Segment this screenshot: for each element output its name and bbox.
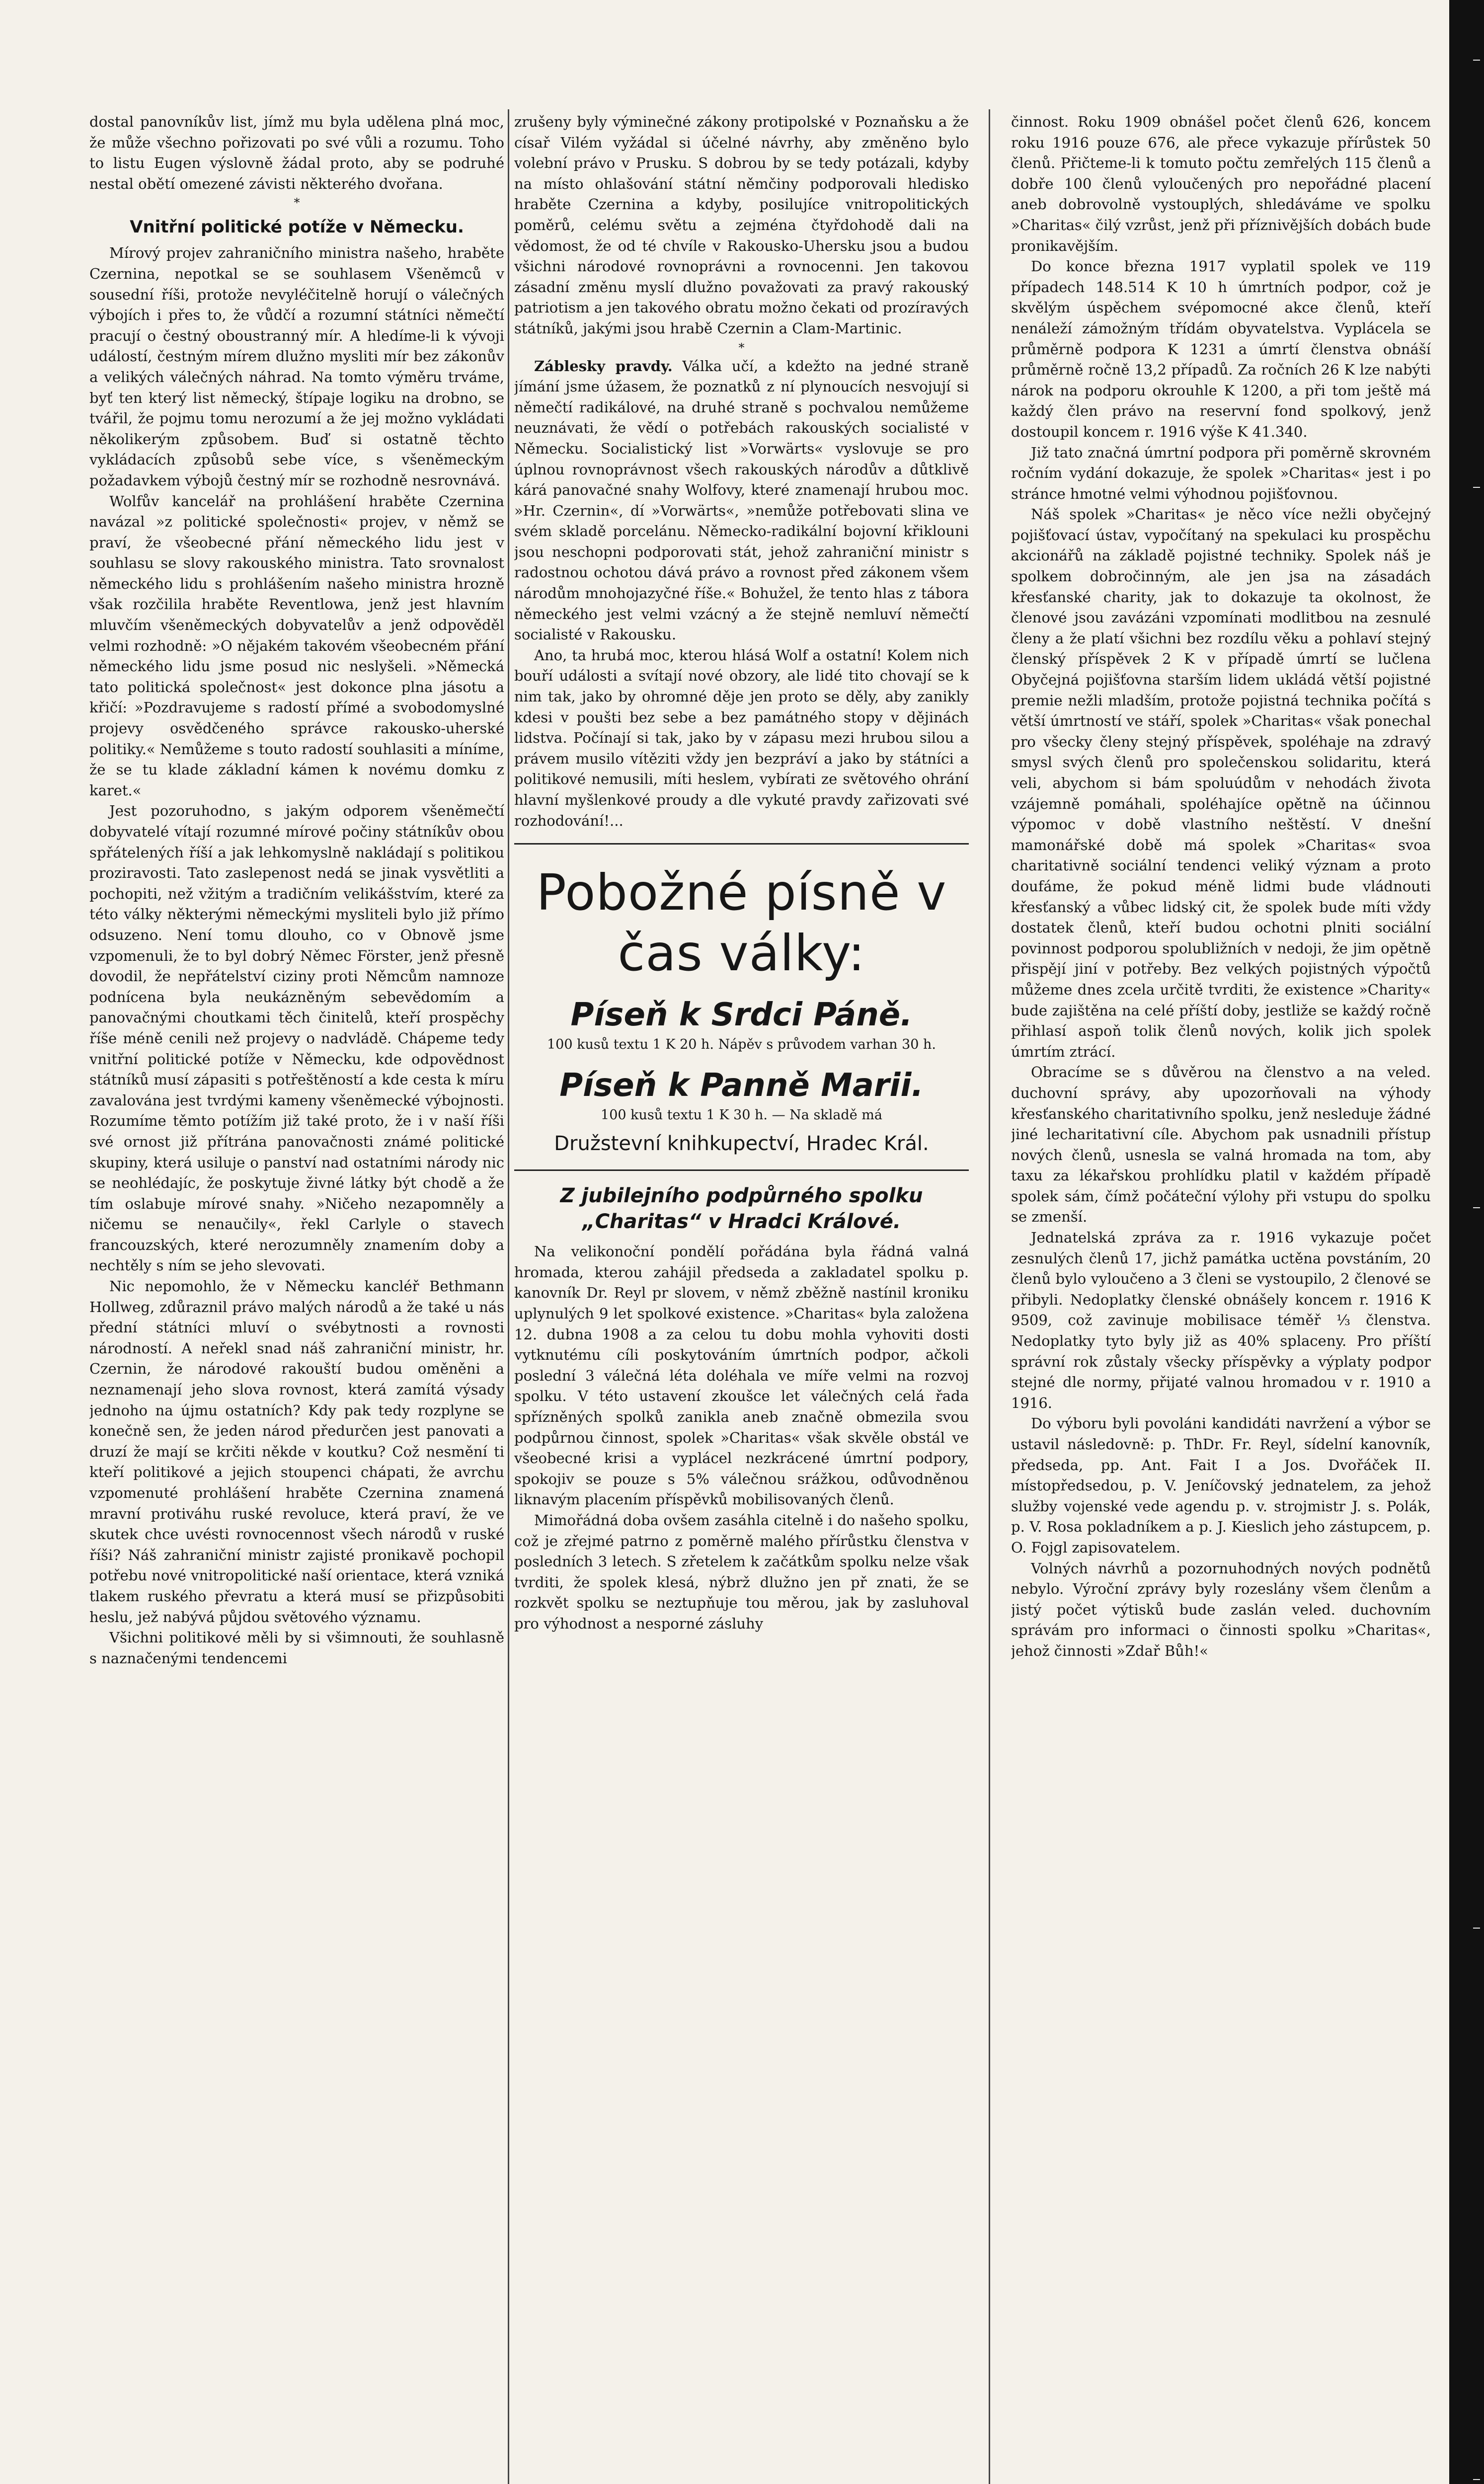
paragraph: Mírový projev zahraničního ministra našeho, hraběte Czernina, nepotkal se se souhlasem Všeněmců v sousední říši, protože nevyléčitelně horují o válečných výbojích i přes to, že vůdčí a rozumní státníci němečtí pracují o čestný oboustranný mír. A hledíme-li k vývoji událostí, čestným mírem dlužno mysliti mír bez zákonův a velikých válečných náhrad. Na tomto výměru trváme, byť ten který list německý, štípaje logiku na drobno, se tvářil, že pojmu tomu nerozumí a že jej možno vykládati několikerým způsobem. Buď si ostatně těchto vykládacích způsobů sebe více, s všeněmeckým požadavkem výbojů čestný mír se rozhodně nesrovnává. bbox=[89, 244, 504, 489]
scan-mark bbox=[1473, 2479, 1480, 2480]
column-right bbox=[1011, 112, 1431, 2484]
section-separator: * bbox=[294, 196, 300, 210]
ad-price-note: 100 kusů textu 1 K 20 h. Nápěv s průvodem varhan 30 h. bbox=[547, 1037, 936, 1053]
paragraph: Do konce března 1917 vyplatil spolek ve 119 případech 148.514 K 10 h úmrtních podpor, což je skvělým úspěchem svépomocné akce členů, kteří nenáleží zámožným třídám obyvatelstva. Vyplácela se průměrně podpora K 1231 a úmrtí členstva obnáší průměrně ročně 13,2 případů. Za ročních 26 K lze nabýti nárok na podporu okrouhle K 1200, a při tom ještě má každý člen právo na reservní fond spolkový, jenž dostoupil koncem r. 1916 výše K 41.340. bbox=[1011, 258, 1431, 440]
article-heading: Vnitřní politické potíže v Německu. bbox=[130, 217, 464, 237]
paragraph: Všichni politikové měli by si všimnouti, že souhlasně s naznačenými tendencemi bbox=[89, 1629, 504, 1667]
scan-border bbox=[1449, 0, 1484, 2484]
paragraph: Ano, ta hrubá moc, kterou hlásá Wolf a ostatní! Kolem nich bouří události a svítají nové obzory, ale lidé tito chovají se k nim tak, jako by ohromné děje jen proto se děly, aby zanikly kdesi v poušti bez sebe a bez památného stopy v dějinách lidstva. Počínají si tak, jako by v zápasu mezi hrubou silou a právem musilo vítěziti vždy jen bezpráví a jako by státníci a politikové nemusili, míti heslem, vybírati ze světového ohrání hlavní myšlenkové proudy a dle vykuté pravdy zařizovati své rozhodování!... bbox=[514, 646, 969, 829]
ad-publisher: Družstevní knihkupectví, Hradec Král. bbox=[554, 1132, 929, 1156]
paragraph: Na velikonoční pondělí pořádána byla řádná valná hromada, kterou zahájil předseda a zakladatel spolku p. kanovník Dr. Reyl pr slovem, v němž zběžně nastínil kroniku uplynulých 9 let spolkové existence. »Charitas« byla založena 12. dubna 1908 a za celou tu dobu mohla vyhoviti dosti vytknutému cíli poskytováním úmrtních podpor, ačkoli poslední 3 válečná léta doléhala ve míře velmi na rozvoj spolku. V této ustavení zkoušce let válečných celá řada spřízněných spolků zanikla aneb značně obmezila svou podpůrnou činnost, spolek »Charitas« však skvěle obstál ve všeobecné krisi a vyplácel nezkrácené úmrtní podpory, spokojiv se pouze s 5% válečnou srážkou, odůvodněnou liknavým placením příspěvků mobilisovaných členů. bbox=[514, 1243, 969, 1508]
column-rule-left bbox=[508, 109, 509, 2484]
paragraph-continued: zrušeny byly výminečné zákony protipolské v Poznaňsku a že císař Vilém vyžádal si účelné návrhy, aby změněno bylo volební právo v Prusku. S dobrou by se tedy potázali, kdyby na místo ohlašování státní němčiny podporovali hledisko hraběte Czernina a kdyby, posilujíce vnitropolitických poměrů, celému světu a zejména čtyřdohodě dali na vědomost, že od té chvíle v Rakousko-Uhersku jsou a budou všichni národové rovnoprávni a rovnocenni. Jen takovou zásadní změnu myslí dlužno považovati za pravý rakouský patriotism a jen takového obratu možno čekati od prozíravých státníků, jakými jsou hrabě Czernin a Clam-Martinic. bbox=[514, 113, 969, 337]
paragraph: Wolfův kancelář na prohlášení hraběte Czernina navázal »z politické společnosti« projev, v němž se praví, že všeobecné přání německého lidu jest v souhlasu se slovy rakouského ministra. Tato srovnalost německého lidu s prohlášením našeho ministra hrozně však rozčilila hraběte Reventlowa, jenž jest hlavním mluvčím všeněmeckých dobyvatelův a jenž odpověděl velmi rozhodně: »O nějakém takovém všeobecném přání německého lidu jsme posud nic neslyšeli. »Německá tato politická společnost« jest dokonce plna jásotu a křičí: »Pozdravujeme s radostí přímé a svobodomyslné projevy osvědčeného správce rakousko-uherské politiky.« Nemůžeme s touto radostí souhlasiti a míníme, že se tu klade základní kámen k novému domku z karet.« bbox=[89, 492, 504, 799]
paragraph: Jest pozoruhodno, s jakým odporem všeněmečtí dobyvatelé vítají rozumné mírové počiny státníkův obou spřátelených říší a jak lehkomyslně nakládají s politikou proziravosti. Tato zaslepenost nedá se jinak vysvětliti a pochopiti, než vžitým a tradičním velikášstvím, které za této války některými německými mysliteli bylo již přímo odsuzeno. Není tomu dlouho, co v Obnově jsme vzpomenuli, že to byl dobrý Němec Förster, jenž přesně dovodil, že nepřátelství ciziny proti Němcům namnoze podnícena byla neukázněným sebevědomím a panovačnými choutkami těch činitelů, kteří prospěchy říše méně cenili než projevy o nadvládě. Chápeme tedy vnitřní politické potíže v Německu, kde odpovědnost státníků musí zápasiti s potřeštěností a kde cesta k míru zavalována jest tvrdými kameny všeněmecké výbojnosti. Rozumíme těmto potížím již také proto, že i v naší říši své ornost již přítrána panovačnosti známé politické skupiny, která usiluje o panství nad ostatními národy nic se neohlédajíc, že poskytuje živné látky být chodě a že tím oslabuje mírové snahy. »Ničeho nezapomněly a ničemu se nenaučily«, řekl Carlyle o stavech francouzských, které nerozumněly znamením doby a nechtěly s ním se jeho slevovati. bbox=[89, 802, 504, 1274]
column-rule-right bbox=[989, 109, 990, 2484]
paragraph: Mimořádná doba ovšem zasáhla citelně i do našeho spolku, což je zřejmé patrno z poměrně malého přírůstku členstva v posledních 3 letech. S zřetelem k začátkům spolku nelze však tvrditi, že spolek klesá, nýbrž dlužno jen př znati, že se rozkvět spolku se neztupňuje tou měrou, jak by zasluhoval pro výhodnost a nesporné zásluhy bbox=[514, 1511, 969, 1632]
paragraph-body: Válka učí, a kdežto na jedné straně jímání jsme úžasem, že poznatků z ní plynoucích nesvojují si němečtí radikálové, na druhé straně s pochvalou nemůžeme neuznávati, že vědí o potřebách rakouských socialisté v Německu. Socialistický list »Vorwärts« vyslovuje se pro úplnou rovnoprávnost všech rakouských národův a důtklivě kárá panovačné snahy Wolfovy, které znamenají hrubou moc. »Hr. Czernin«, dí »Vorwärts«, »nemůže potřebovati slina ve svém skladě porcelánu. Německo-radikální bojovní křiklouni jsou neschopni podporovati stát, jehož zahraniční ministr s radostnou ochotou dává právo a rovnost před zákonem všem národům mnohojazyčné říše.« Bohužel, že tento hlas z tábora německého jest velmi vzácný a že stejně nemluví němečtí socialisté v Rakousku. bbox=[514, 357, 969, 643]
paragraph: Nic nepomohlo, že v Německu kancléř Bethmann Hollweg, zdůraznil právo malých národů a že také u nás přední státníci mluví o svébytnosti a rovnosti národností. A neřekl snad náš zahraniční ministr, hr. Czernin, že národové rakouští budou oměněni a neznamenají jeho slova rovnost, která zamítá výsady jednoho na újmu ostatních? Kdy pak tedy rozplyne se konečně sen, že jeden národ předurčen jest panovati a druzí že mají se krčiti někde v koutku? Což nesmění ti kteří politikové a jejich stoupenci chápati, že avrchu vzpomenuté prohlášení hraběte Czernina znamená mravní protiváhu ruské revoluce, která praví, že ve skutek chce uvésti rovnocennost všech národů v ruské říši? Náš zahraniční ministr zajisté pronikavě pochopil potřebu nové vnitropolitické naší orientace, která vzniká tlakem ruského převratu a která musí se přizpůsobiti heslu, jež nabývá půjdou světového významu. bbox=[89, 1278, 504, 1626]
paragraph bbox=[514, 356, 969, 645]
paragraph: Již tato značná úmrtní podpora při poměrně skrovném ročním vydání dokazuje, že spolek »Charitas« jest i po stránce hmotné velmi výhodnou pojišťovnou. bbox=[1011, 444, 1431, 502]
ad-song-title: Píseň k Srdci Páně. bbox=[570, 997, 913, 1034]
scan-mark bbox=[1473, 1207, 1480, 1208]
paragraph-continued: dostal panovníkův list, jímž mu byla udělena plná moc, že může všechno pořizovati po své vůli a rozumu. Toho to listu Eugen výslovně žádal proto, aby se podruhé nestal obětí omezené závisti některého dvořana. bbox=[89, 113, 504, 192]
paragraph: Jednatelská zpráva za r. 1916 vykazuje počet zesnulých členů 17, jichž památka uctěna povstáním, 20 členů bylo vyloučeno a 3 členi se vystoupilo, 2 členové se přibyli. Nedoplatky členské obnášely koncem r. 1916 K 9509, což zavinuje mobilisace téměř ⅓ členstva. Nedoplatky tyto byly již as 40% splaceny. Pro příští správní rok zůstaly všecky příspěvky a výplaty podpor stejné dle normy, přijaté valnou hromadou v r. 1910 a 1916. bbox=[1011, 1229, 1431, 1411]
paragraph: Náš spolek »Charitas« je něco více nežli obyčejný pojišťovací ústav, vypočítaný na spekulaci ku prospěchu akcionářů na základě pojistné techniky. Spolek náš je spolkem dobročinným, ale jen jsa na zásadách křesťanské charity, jak to dokazuje ta okolnost, že členové jsou zavázáni vzpomínati modlitbou na zesnulé členy a že platí všichni bez rozdílu věku a pohlaví stejný členský příspěvek 2 K v případě úmrtí se lučlena Obyčejná pojišťovna starším lidem ukládá větší pojistné premie nežli mladším, protože pojistná technika počítá s větší úmrtností ve stáří, spolek »Charitas« však ponechal pro všecky členy stejný příspěvek, spoléhaje na zdravý smysl svých členů pro společenskou solidaritu, která veli, abychom si bám spoluúdům v nehodách života vzájemně pomáhali, spoléhajíce opětně na účinnou výpomoc v době vlastního neštěstí. V dnešní mamonářské době má spolek »Charitas« svoa charitativně sociální tendenci veliký význam a proto doufáme, že pokud méně lidmi bude vládnouti křesťanský a vůbec lidský cit, že spolek bude míti vždy dostatek členů, kteří budou ochotni plniti sociální povinnost podporou spolubližních v nedoji, že jim opětně přispějí jiní v potřeby. Bez velkých pojistných výpočtů můžeme dnes zcela určitě tvrditi, že existence »Charity« bude zajištěna na celé příští doby, jestliže se každý ročně přihlasí aspoň tolik členů nových, kolik jich spolek úmrtím ztrácí. bbox=[1011, 506, 1431, 1060]
paragraph: Do výboru byli povoláni kandidáti navržení a výbor se ustavil následovně: p. ThDr. Fr. Reyl, sídelní kanovník, předseda, pp. Ant. Fait I a Jos. Dvořáček II. místopředsedou, p. V. Jeníčovský jednatelem, za jehož služby vojenské vede agendu p. v. strojmistr J. s. Polák, p. V. Rosa pokladníkem a p. J. Kieslich jeho zástupcem, p. O. Fojgl zapisovatelem. bbox=[1011, 1415, 1431, 1556]
ad-song-title: Píseň k Panně Marii. bbox=[559, 1067, 924, 1104]
scan-mark bbox=[1473, 1928, 1480, 1929]
paragraph: Obracíme se s důvěrou na členstvo a na veled. duchovní správy, aby upozorňovali na výhody křesťanského charitativního spolku, jenž nesleduje žádné jiné lecharitativní cíle. Abychom pak usnadnili přístup nových členů, usnesla se valná hromada na tom, aby taxu za lékařskou prohlídku platil v každém případě spolek sám, čímž počáteční výlohy při vstupu do spolku se zmenší. bbox=[1011, 1064, 1431, 1226]
paragraph-continued: činnost. Roku 1909 obnášel počet členů 626, koncem roku 1916 pouze 676, ale přece vykazuje přírůstek 50 členů. Přičteme-li k tomuto počtu zemřelých 115 členů a dobře 100 členů vyloučených pro nepořádné placení aneb dobrovolně vystouplých, shledáváme ve spolku »Charitas« čilý vzrůst, jenž při příznivějších dobách bude pronikavějším. bbox=[1011, 113, 1431, 254]
section-separator: * bbox=[738, 340, 745, 355]
ad-title: Pobožné písně v čas války: bbox=[536, 863, 947, 983]
column-middle bbox=[514, 112, 969, 2484]
section-title: Z jubilejního podpůrného spolku „Charitas“ v Hradci Králové. bbox=[560, 1184, 923, 1234]
ad-price-note: 100 kusů textu 1 K 30 h. — Na skladě má bbox=[601, 1107, 882, 1123]
scan-mark bbox=[1473, 60, 1480, 61]
scan-mark bbox=[1473, 487, 1480, 488]
paragraph-lead: Záblesky pravdy. bbox=[534, 357, 673, 375]
column-left bbox=[89, 112, 504, 2484]
paragraph: Volných návrhů a pozornuhodných nových podnětů nebylo. Výroční zprávy byly rozeslány všem členům a jistý počet výtisků bude zaslán veled. duchovním správám pro informaci o činnosti spolku »Charitas«, jehož činnosti »Zdař Bůh!« bbox=[1011, 1559, 1431, 1659]
advertisement bbox=[514, 843, 969, 1171]
